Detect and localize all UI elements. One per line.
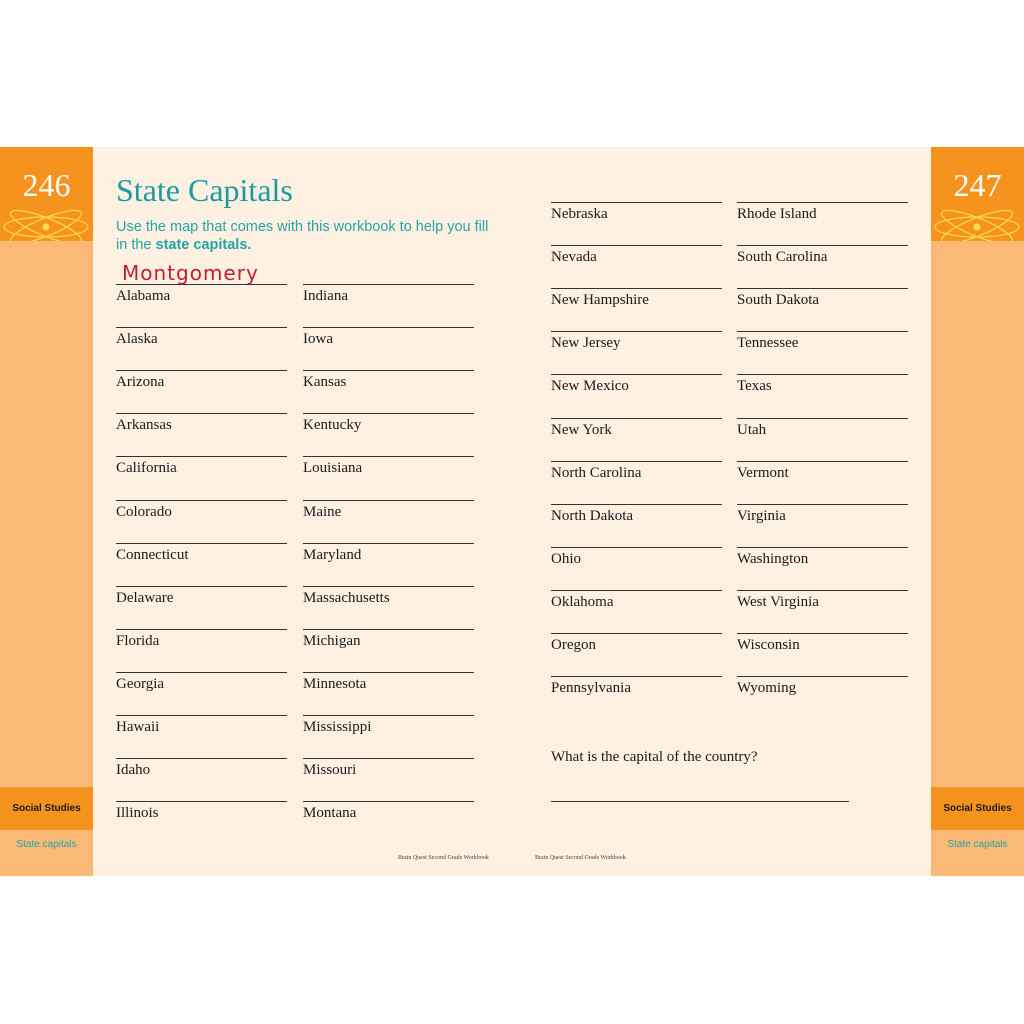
handwritten-answer: Montgomery: [122, 261, 259, 285]
answer-line[interactable]: [116, 327, 287, 328]
answer-line[interactable]: [303, 456, 474, 457]
state-label: Tennessee: [737, 335, 799, 352]
answer-line[interactable]: [737, 590, 908, 591]
subject-label-left: Social Studies: [0, 787, 93, 830]
answer-line[interactable]: [737, 676, 908, 677]
state-label: Pennsylvania: [551, 680, 631, 697]
footer-left: Brain Quest Second Grade Workbook: [398, 855, 489, 861]
state-label: North Dakota: [551, 507, 634, 524]
page-number-right: 247: [953, 167, 1002, 203]
topic-label-right: State capitals: [947, 839, 1008, 850]
state-label: Rhode Island: [737, 206, 817, 222]
answer-line[interactable]: [551, 676, 722, 677]
state-label: Wisconsin: [737, 637, 800, 653]
page-number-left: 246: [22, 167, 71, 203]
state-label: Alaska: [116, 331, 158, 348]
subject-label-right: Social Studies: [931, 787, 1024, 830]
answer-line[interactable]: [303, 500, 474, 501]
left-margin-band: [0, 147, 93, 876]
state-label: Utah: [737, 421, 767, 438]
instructions-bold: state capitals.: [155, 237, 252, 253]
state-label: Mississippi: [303, 719, 372, 735]
state-label: Hawaii: [116, 719, 160, 735]
state-label: Washington: [737, 550, 809, 567]
answer-line[interactable]: [303, 586, 474, 587]
answer-line[interactable]: [303, 629, 474, 630]
state-label: Massachusetts: [303, 589, 390, 606]
answer-line[interactable]: [303, 801, 474, 802]
answer-line[interactable]: [116, 586, 287, 587]
answer-line[interactable]: [551, 633, 722, 634]
answer-line[interactable]: [116, 629, 287, 630]
state-label: Georgia: [116, 675, 165, 692]
state-label: Colorado: [116, 503, 172, 520]
state-label: North Carolina: [551, 464, 642, 481]
state-label: New Hampshire: [551, 292, 649, 309]
state-label: Arizona: [116, 374, 165, 391]
state-label: California: [116, 460, 177, 477]
state-label: Florida: [116, 632, 160, 649]
state-label: Missouri: [303, 762, 357, 779]
state-label: Connecticut: [116, 546, 189, 563]
state-label: Wyoming: [737, 680, 797, 697]
answer-line[interactable]: [737, 418, 908, 419]
answer-line[interactable]: [303, 543, 474, 544]
answer-line[interactable]: [303, 672, 474, 673]
state-label: Iowa: [303, 331, 333, 348]
answer-line[interactable]: [116, 672, 287, 673]
answer-line[interactable]: [116, 801, 287, 802]
state-label: Delaware: [116, 589, 174, 606]
answer-line[interactable]: [737, 331, 908, 332]
answer-line[interactable]: [551, 504, 722, 505]
state-label: West Virginia: [737, 593, 819, 610]
state-label: Vermont: [737, 464, 789, 481]
state-label: New York: [551, 421, 612, 438]
page-title: State Capitals: [116, 172, 293, 208]
state-label: Arkansas: [116, 417, 172, 434]
right-margin-band: [931, 147, 1024, 876]
answer-line[interactable]: [116, 715, 287, 716]
state-label: South Dakota: [737, 292, 820, 309]
answer-line[interactable]: [303, 327, 474, 328]
answer-line[interactable]: [551, 418, 722, 419]
answer-line[interactable]: [551, 202, 722, 203]
answer-line[interactable]: [551, 547, 722, 548]
answer-line[interactable]: [737, 633, 908, 634]
country-capital-question: What is the capital of the country?: [551, 749, 758, 765]
answer-line[interactable]: [551, 245, 722, 246]
state-label: Texas: [737, 378, 772, 395]
state-label: Idaho: [116, 762, 151, 779]
state-label: Kansas: [303, 374, 347, 391]
state-label: Oregon: [551, 637, 596, 653]
state-label: Michigan: [303, 632, 361, 649]
state-label: New Jersey: [551, 335, 621, 352]
state-label: Minnesota: [303, 675, 367, 692]
state-label: Nevada: [551, 249, 597, 266]
answer-line[interactable]: [303, 370, 474, 371]
state-label: Alabama: [116, 288, 171, 304]
answer-line[interactable]: [737, 374, 908, 375]
state-label: Louisiana: [303, 460, 363, 477]
instructions: [116, 218, 496, 254]
right-page-number-box: [931, 147, 1024, 241]
answer-line[interactable]: [116, 456, 287, 457]
answer-line[interactable]: [737, 288, 908, 289]
state-label: Oklahoma: [551, 593, 614, 610]
state-label: Indiana: [303, 288, 348, 304]
state-label: Ohio: [551, 550, 581, 567]
answer-line[interactable]: [551, 461, 722, 462]
answer-line[interactable]: [737, 202, 908, 203]
state-label: Virginia: [737, 507, 786, 524]
answer-line[interactable]: [116, 500, 287, 501]
state-label: South Carolina: [737, 249, 828, 266]
answer-line[interactable]: [116, 543, 287, 544]
country-capital-answer-line[interactable]: [551, 801, 849, 802]
state-label: Nebraska: [551, 206, 608, 222]
state-label: Illinois: [116, 805, 159, 822]
answer-line[interactable]: [303, 284, 474, 285]
instructions-text: Use the map that comes with this workbook to help you fill in the: [116, 219, 489, 253]
answer-line[interactable]: [303, 758, 474, 759]
state-label: Kentucky: [303, 417, 362, 434]
answer-line[interactable]: [551, 331, 722, 332]
left-page-number-box: [0, 147, 93, 241]
state-label: New Mexico: [551, 378, 629, 395]
answer-line[interactable]: [551, 590, 722, 591]
footer-right: Brain Quest Second Grade Workbook: [535, 855, 626, 861]
topic-label-left: State capitals: [16, 839, 77, 850]
answer-line[interactable]: [551, 374, 722, 375]
answer-line[interactable]: [737, 461, 908, 462]
answer-line[interactable]: [116, 370, 287, 371]
answer-line[interactable]: [737, 547, 908, 548]
state-label: Maryland: [303, 546, 362, 563]
answer-line[interactable]: [737, 245, 908, 246]
answer-line[interactable]: [737, 504, 908, 505]
answer-line[interactable]: [116, 413, 287, 414]
answer-line[interactable]: [551, 288, 722, 289]
answer-line[interactable]: [116, 758, 287, 759]
state-label: Montana: [303, 805, 357, 822]
state-label: Maine: [303, 503, 342, 520]
answer-line[interactable]: [303, 715, 474, 716]
answer-line[interactable]: [303, 413, 474, 414]
